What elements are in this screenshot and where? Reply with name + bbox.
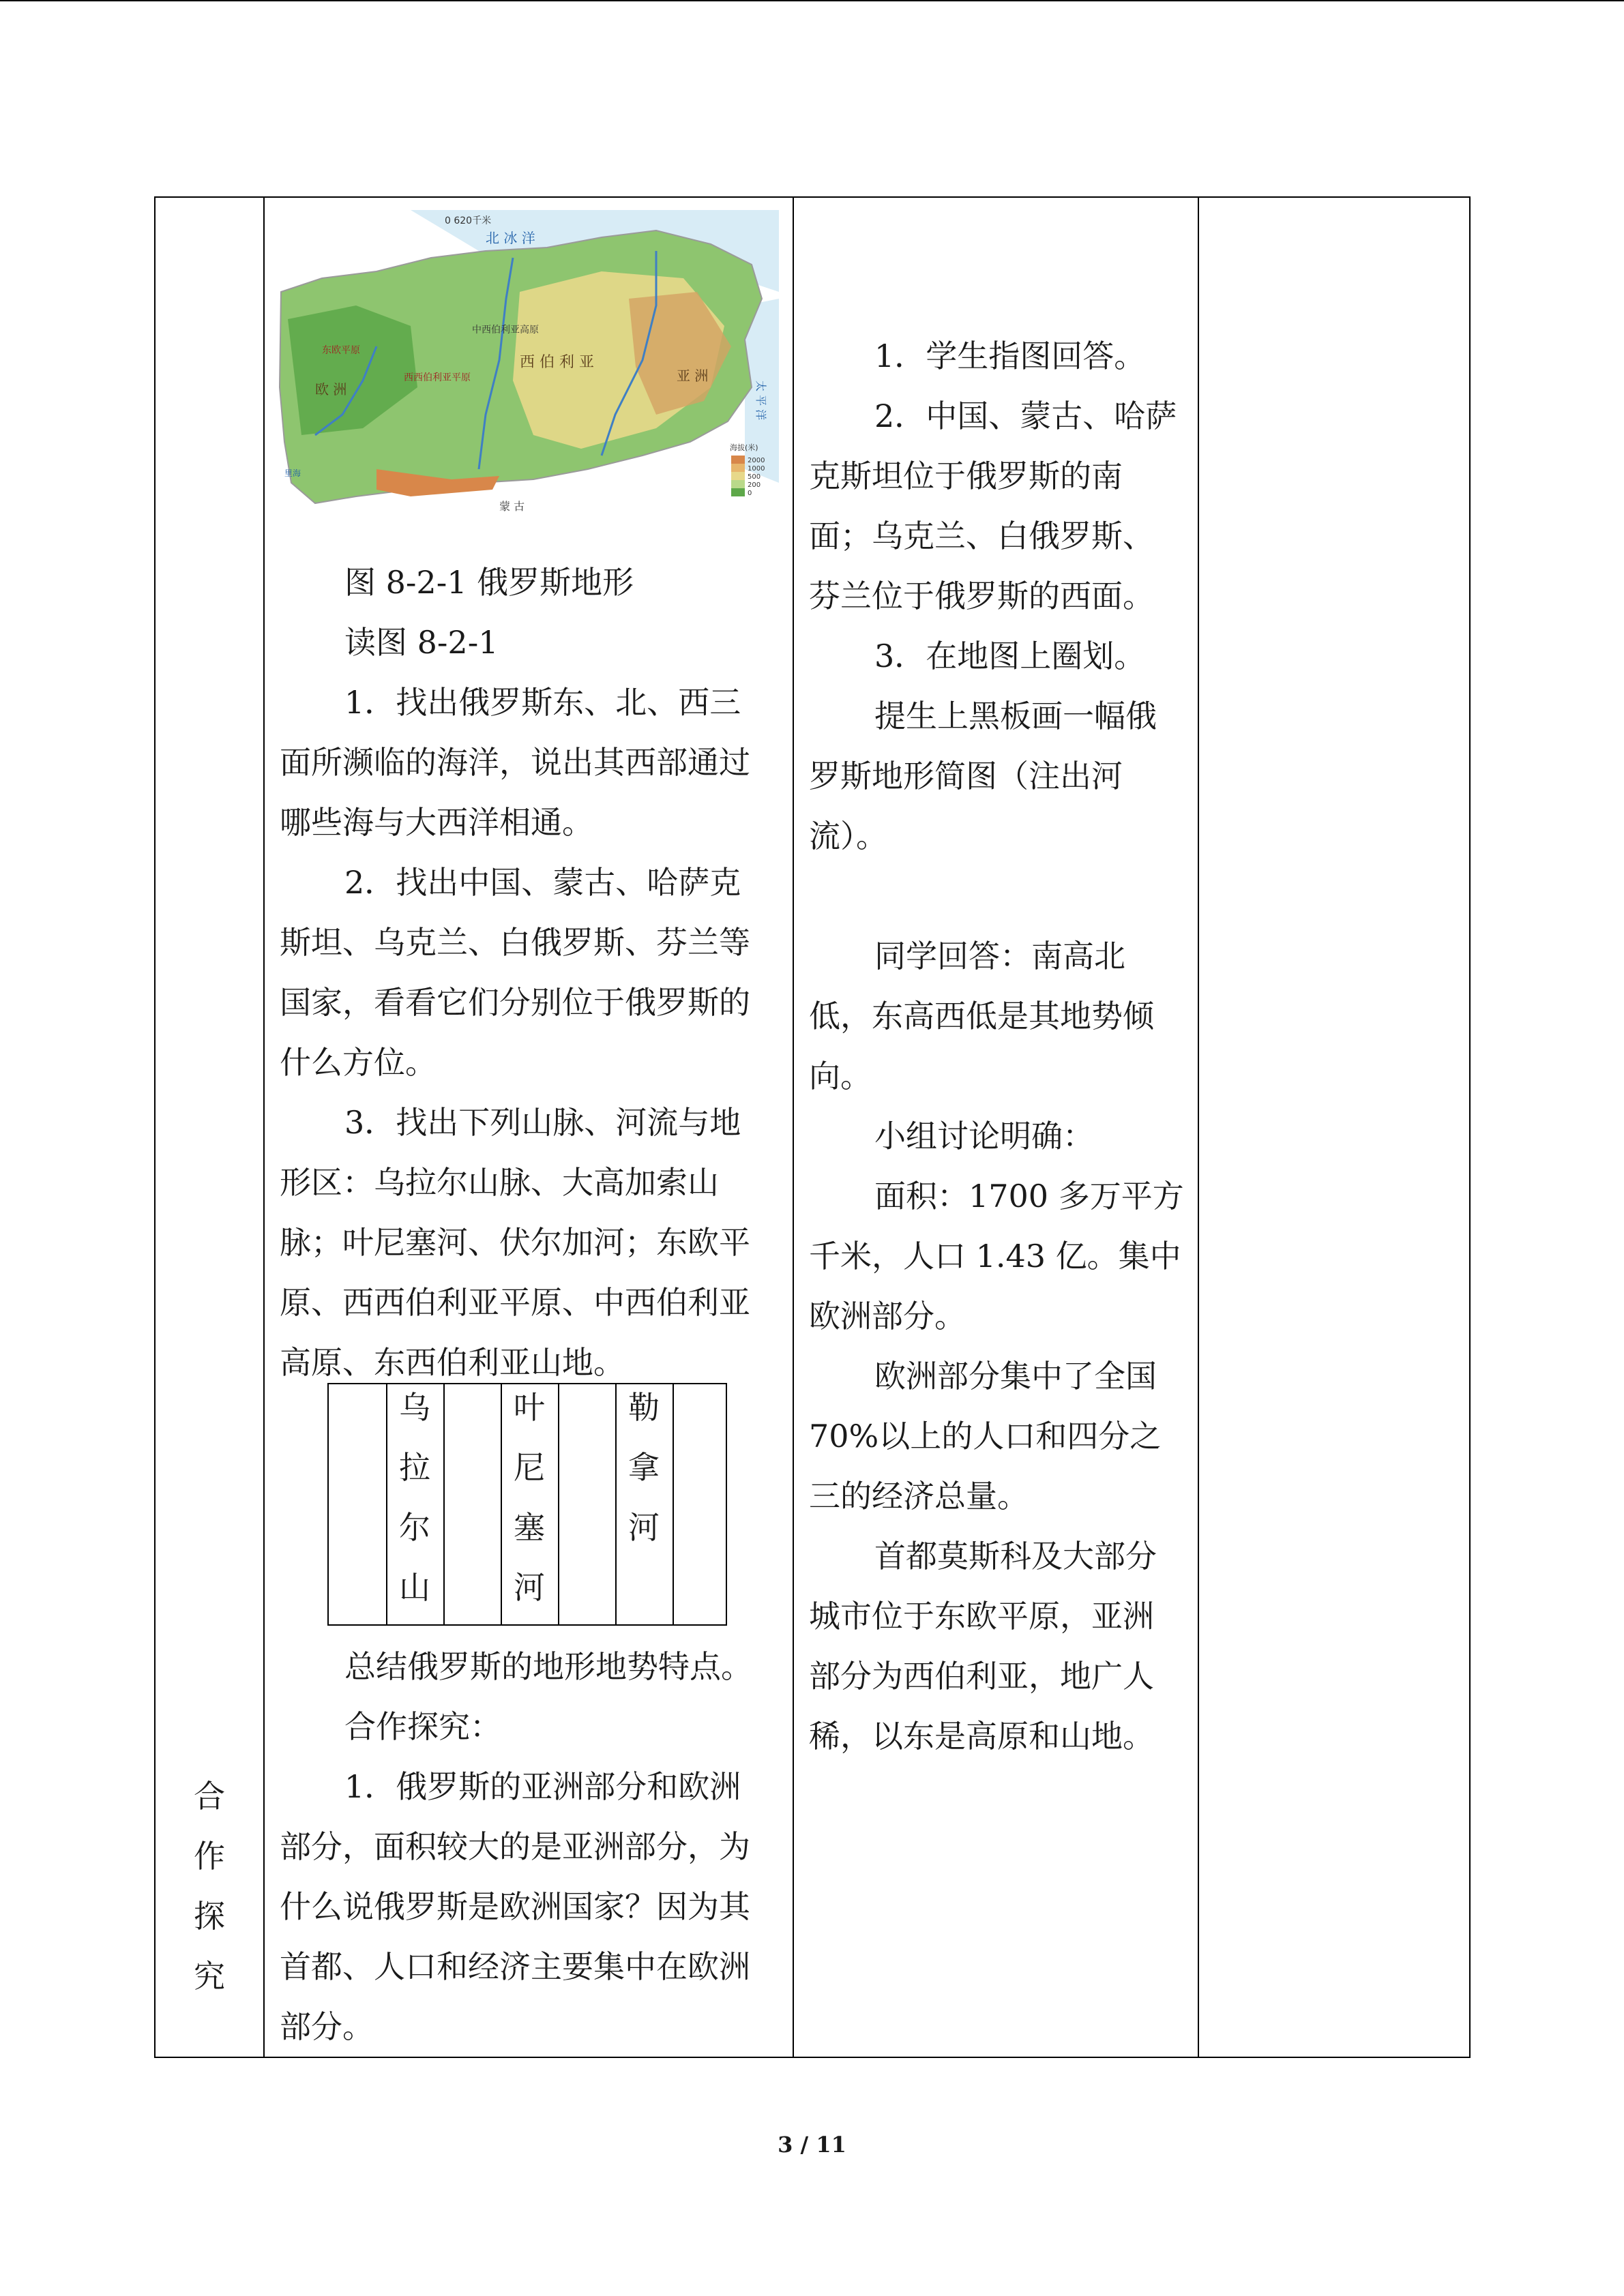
answer-5-line: 向。 (809, 1058, 872, 1094)
landform-table (327, 1383, 727, 1626)
landform-char: 河 (628, 1509, 660, 1546)
table-top-border (154, 196, 1471, 198)
answer-6: 小组讨论明确： (874, 1118, 1094, 1154)
table-bottom-border (154, 2057, 1471, 2058)
answer-8-line: 70%以上的人口和四分之 (809, 1418, 1162, 1455)
question-3-line: 3．找出下列山脉、河流与地 (344, 1104, 741, 1141)
table-border-3 (793, 196, 794, 2058)
question-2-line: 什么方位。 (280, 1044, 437, 1081)
map-label-pacific: 太 平 洋 (754, 381, 767, 421)
page-number: 3 / 11 (778, 2132, 846, 2158)
answer-4-line: 罗斯地形简图（注出河 (809, 758, 1123, 794)
answer-8-line: 三的经济总量。 (809, 1478, 1029, 1515)
answer-2-line: 克斯坦位于俄罗斯的南 (809, 458, 1123, 494)
landform-table-divider (558, 1384, 559, 1624)
landform-char: 叶 (514, 1389, 545, 1426)
map-label-central-siberia: 中西伯利亚高原 (472, 325, 539, 336)
landform-table-divider (443, 1384, 445, 1624)
legend-value: 1000 (748, 465, 765, 473)
answer-1: 1．学生指图回答。 (874, 338, 1146, 374)
legend-value: 0 (748, 490, 752, 497)
cooperation-heading: 合作探究： (344, 1708, 501, 1745)
map-label-asia: 亚 洲 (677, 368, 709, 384)
answer-9-line: 稀，以东是高原和山地。 (809, 1718, 1154, 1755)
legend-value: 2000 (748, 457, 765, 464)
question-3-line: 脉；叶尼塞河、伏尔加河；东欧平 (280, 1224, 750, 1261)
answer-7-line: 面积：1700 多万平方 (874, 1178, 1184, 1214)
question-2-line: 2．找出中国、蒙古、哈萨克 (344, 864, 741, 901)
answer-5-line: 低，东高西低是其地势倾 (809, 998, 1154, 1034)
map-label-siberia: 西 伯 利 亚 (520, 354, 594, 371)
table-border-4 (1198, 196, 1199, 2058)
map-label-arctic: 北 冰 洋 (486, 230, 535, 246)
answer-9-line: 城市位于东欧平原，亚洲 (809, 1598, 1154, 1635)
table-border-5 (1469, 196, 1471, 2058)
coop-question-line: 首都、人口和经济主要集中在欧洲 (280, 1948, 750, 1985)
coop-question-line: 1．俄罗斯的亚洲部分和欧洲 (344, 1768, 741, 1805)
section-label-char: 作 (194, 1838, 225, 1875)
legend-swatch (731, 472, 745, 480)
legend-swatch (731, 456, 745, 464)
map-scale: 0 620千米 (445, 215, 492, 226)
table-border-1 (154, 196, 156, 2058)
coop-question-line: 部分，面积较大的是亚洲部分，为 (280, 1828, 750, 1865)
answer-9-line: 部分为西伯利亚，地广人 (809, 1658, 1154, 1695)
landform-char: 拉 (399, 1449, 430, 1486)
answer-2-line: 面；乌克兰、白俄罗斯、 (809, 518, 1154, 554)
section-label (179, 1766, 240, 2006)
landform-char: 乌 (399, 1389, 430, 1426)
answer-7-line: 欧洲部分。 (809, 1298, 966, 1335)
answer-2-line: 2．中国、蒙古、哈萨 (874, 398, 1177, 434)
landform-char: 山 (399, 1569, 430, 1606)
question-1-line: 哪些海与大西洋相通。 (280, 804, 593, 841)
landform-char: 河 (514, 1569, 545, 1606)
map-label-east-europe: 东欧平原 (322, 345, 360, 356)
question-1-line: 面所濒临的海洋，说出其西部通过 (280, 744, 750, 781)
table-border-2 (263, 196, 265, 2058)
coop-question-line: 部分。 (280, 2008, 374, 2045)
answer-3: 3．在地图上圈划。 (874, 638, 1146, 674)
landform-table-divider (673, 1384, 674, 1624)
landform-cell-lena (617, 1377, 671, 1557)
question-3-line: 原、西西伯利亚平原、中西伯利亚 (280, 1284, 750, 1321)
question-2-line: 斯坦、乌克兰、白俄罗斯、芬兰等 (280, 924, 750, 961)
map-label-europe: 欧 洲 (315, 381, 347, 398)
answer-2-line: 芬兰位于俄罗斯的西面。 (809, 578, 1154, 614)
read-figure: 读图 8-2-1 (344, 624, 499, 661)
legend-title: 海拔(米) (730, 443, 758, 452)
top-rule (0, 0, 1624, 1)
map-label-west-siberia: 西西伯利亚平原 (404, 372, 471, 383)
landform-char: 勒 (628, 1389, 660, 1426)
section-label-char: 究 (194, 1958, 225, 1995)
question-1-line: 1．找出俄罗斯东、北、西三 (344, 684, 741, 721)
landform-cell-ural (387, 1377, 442, 1617)
question-2-line: 国家，看看它们分别位于俄罗斯的 (280, 984, 750, 1021)
legend-swatch (731, 464, 745, 472)
answer-4-line: 提生上黑板画一幅俄 (874, 698, 1157, 734)
answer-5-line: 同学回答：南高北 (874, 938, 1125, 974)
landform-cell-yenisei (502, 1377, 557, 1617)
answer-4-line: 流）。 (809, 818, 887, 854)
figure-caption: 图 8-2-1 俄罗斯地形 (344, 564, 634, 601)
section-label-char: 合 (194, 1778, 225, 1815)
question-3-line: 形区：乌拉尔山脉、大高加索山 (280, 1164, 719, 1201)
legend-swatch (731, 480, 745, 488)
map-label-caspian: 里海 (284, 468, 301, 478)
answer-8-line: 欧洲部分集中了全国 (874, 1358, 1157, 1395)
landform-char: 拿 (628, 1449, 660, 1486)
russia-terrain-map (274, 210, 779, 524)
question-3-line: 高原、东西伯利亚山地。 (280, 1344, 625, 1381)
section-label-char: 探 (194, 1898, 225, 1935)
landform-char: 尼 (514, 1449, 545, 1486)
answer-7-line: 千米，人口 1.43 亿。集中 (809, 1238, 1181, 1274)
coop-question-line: 什么说俄罗斯是欧洲国家？因为其 (280, 1888, 750, 1925)
legend-swatch (731, 488, 745, 496)
legend-value: 500 (748, 473, 761, 481)
landform-char: 尔 (399, 1509, 430, 1546)
answer-9-line: 首都莫斯科及大部分 (874, 1538, 1157, 1575)
landform-char: 塞 (514, 1509, 545, 1546)
map-label-mongolia: 蒙 古 (499, 500, 525, 513)
terrain-summary-prompt: 总结俄罗斯的地形地势特点。 (344, 1648, 752, 1685)
legend-value: 200 (748, 481, 761, 489)
